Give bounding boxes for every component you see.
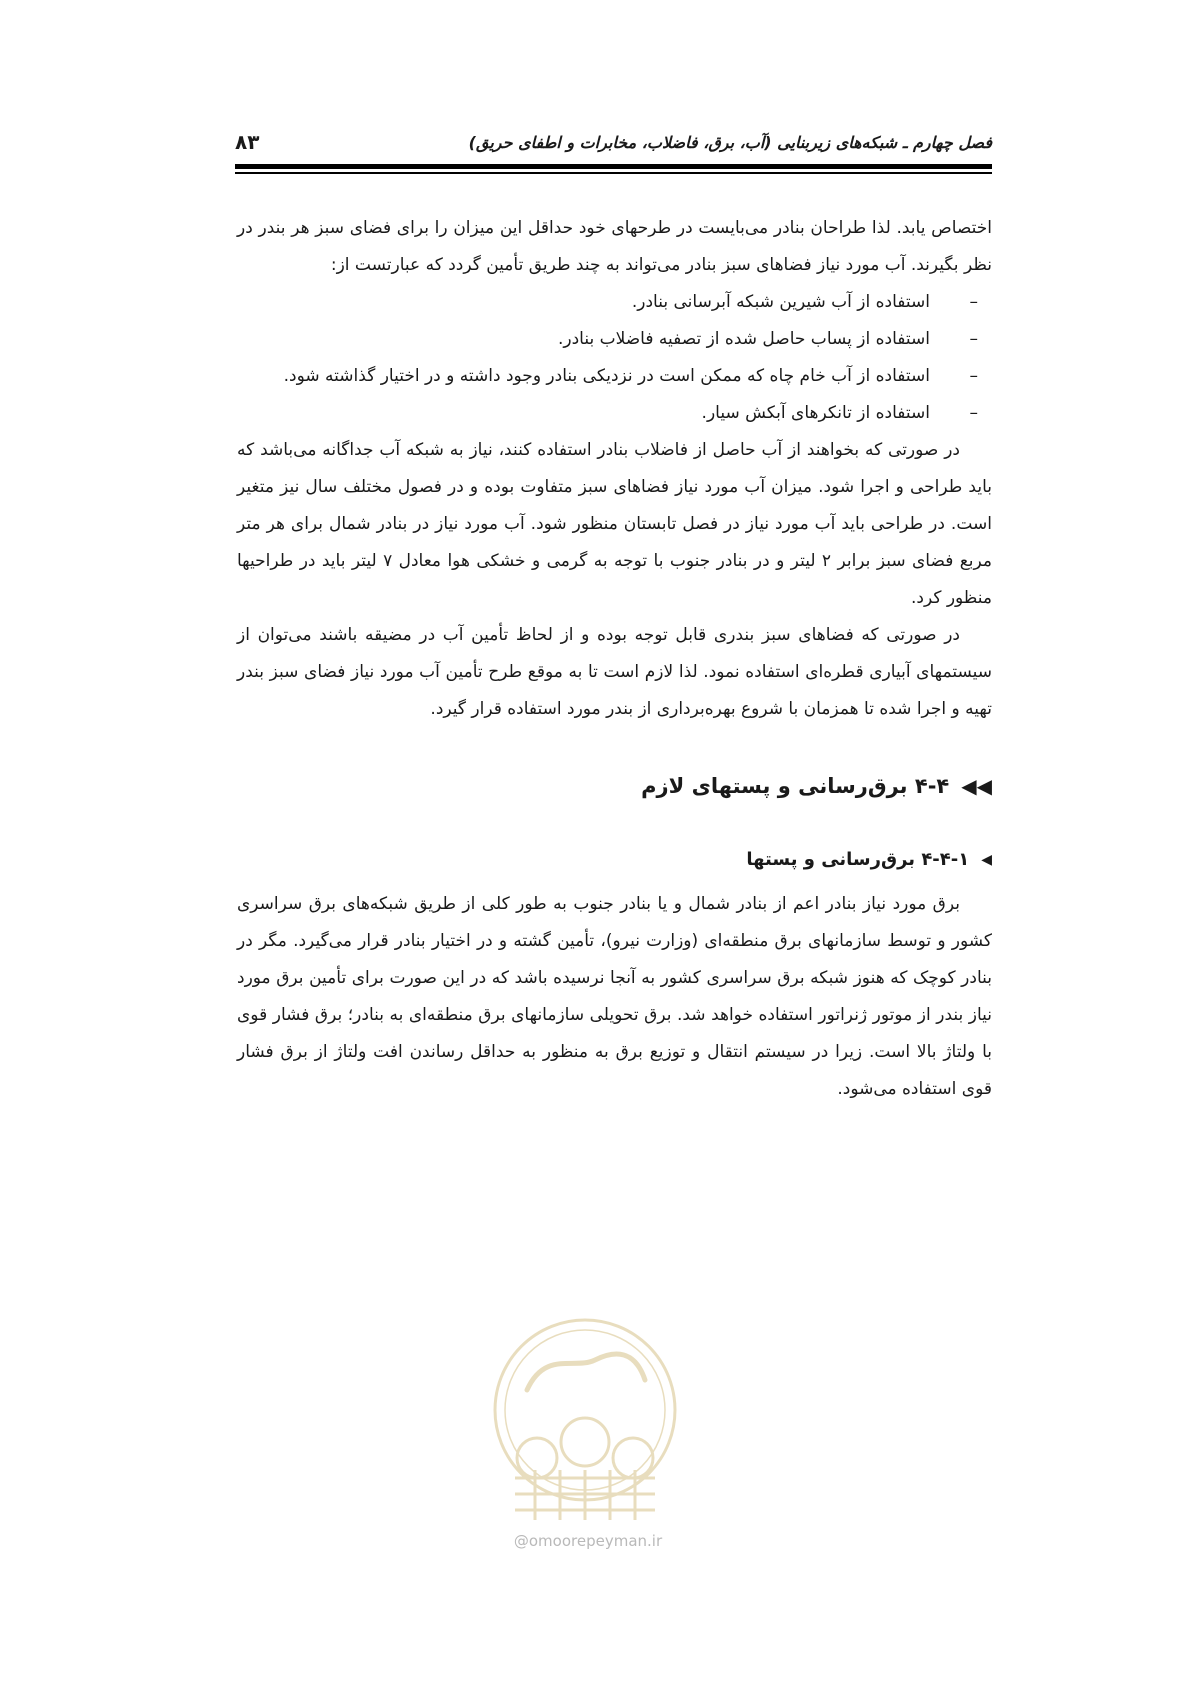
list-dash: – — [969, 292, 978, 312]
double-arrow-icon: ◀◀ — [961, 774, 992, 798]
arrow-icon: ◀ — [981, 852, 992, 868]
list-item — [237, 395, 992, 432]
running-header — [235, 126, 992, 158]
list-dash: – — [969, 366, 978, 386]
subsection-heading-text: ۴-۴-۱ برق‌رسانی و پستها — [746, 849, 970, 870]
section-heading-text: ۴-۴ برق‌رسانی و پستهای لازم — [641, 774, 950, 798]
list-dash: – — [969, 329, 978, 349]
paragraph: در صورتی که فضاهای سبز بندری قابل توجه بوده و از لحاظ تأمین آب در مضیقه باشند می‌توان از سیستمهای آبیاری قطره‌ای استفاده نمود. لذا لازم است تا به موقع طرح تأمین آب مورد نیاز فضای سبز بندر تهیه و اجرا شده تا همزمان با شروع بهره‌برداری از بندر مورد استفاده قرار گیرد. — [237, 625, 992, 719]
water-source-list — [237, 284, 992, 432]
list-dash: – — [969, 403, 978, 423]
page-content — [237, 210, 992, 1108]
paragraph: در صورتی که بخواهند از آب حاصل از فاضلاب بنادر استفاده کنند، نیاز به شبکه آب جداگانه می‌باشد که باید طراحی و اجرا شود. میزان آب مورد نیاز فضاهای سبز متفاوت بوده و در فصول مختلف سال نیز متغیر است. در طراحی باید آب مورد نیاز در فصل تابستان منظور شود. آب مورد نیاز در بنادر شمال برای هر متر مربع فضای سبز برابر ۲ لیتر و در بنادر جنوب با توجه به گرمی و خشکی هوا معادل ۷ لیتر باید در طراحیها منظور کرد. — [237, 440, 993, 608]
watermark-logo — [485, 1310, 685, 1540]
list-item-text: استفاده از تانکرهای آبکش سیار. — [701, 403, 930, 423]
page-number: ۸۳ — [235, 130, 260, 154]
subsection-heading — [237, 842, 992, 878]
list-item-text: استفاده از آب خام چاه که ممکن است در نزدیکی بنادر وجود داشته و در اختیار گذاشته شود. — [283, 366, 930, 386]
list-item-text: استفاده از پساب حاصل شده از تصفیه فاضلاب بنادر. — [557, 329, 930, 349]
header-rule-thick — [235, 164, 992, 169]
list-item — [237, 358, 992, 395]
paragraph: برق مورد نیاز بنادر اعم از بنادر شمال و یا بنادر جنوب به طور کلی از طریق شبکه‌های برق سراسری کشور و توسط سازمانهای برق منطقه‌ای (وزارت نیرو)، تأمین گشته و در اختیار بنادر قرار می‌گیرد. مگر در بنادر کوچک که هنوز شبکه برق سراسری کشور به آنجا نرسیده باشد که در این صورت برای تأمین برق مورد نیاز بندر از موتور ژنراتور استفاده خواهد شد. برق تحویلی سازمانهای برق منطقه‌ای به بنادر؛ برق فشار قوی با ولتاژ بالا است. زیرا در سیستم انتقال و توزیع برق به منظور به حداقل رساندن افت ولتاژ از برق فشار قوی استفاده می‌شود. — [237, 894, 992, 1099]
running-title: فصل چهارم ـ شبکه‌های زیربنایی (آب، برق، فاضلاب، مخابرات و اطفای حریق) — [468, 132, 992, 152]
header-rule-thin — [235, 172, 992, 174]
section-heading — [237, 766, 992, 806]
paragraph: اختصاص یابد. لذا طراحان بنادر می‌بایست در طرحهای خود حداقل این میزان را برای فضای سبز هر بندر در نظر بگیرند. آب مورد نیاز فضاهای سبز بنادر می‌تواند به چند طریق تأمین گردد که عبارتست از: — [237, 218, 992, 275]
list-item-text: استفاده از آب شیرین شبکه آبرسانی بنادر. — [631, 292, 930, 312]
list-item — [237, 321, 992, 358]
watermark-url: @omoorepeyman.ir — [513, 1532, 663, 1550]
list-item — [237, 284, 992, 321]
